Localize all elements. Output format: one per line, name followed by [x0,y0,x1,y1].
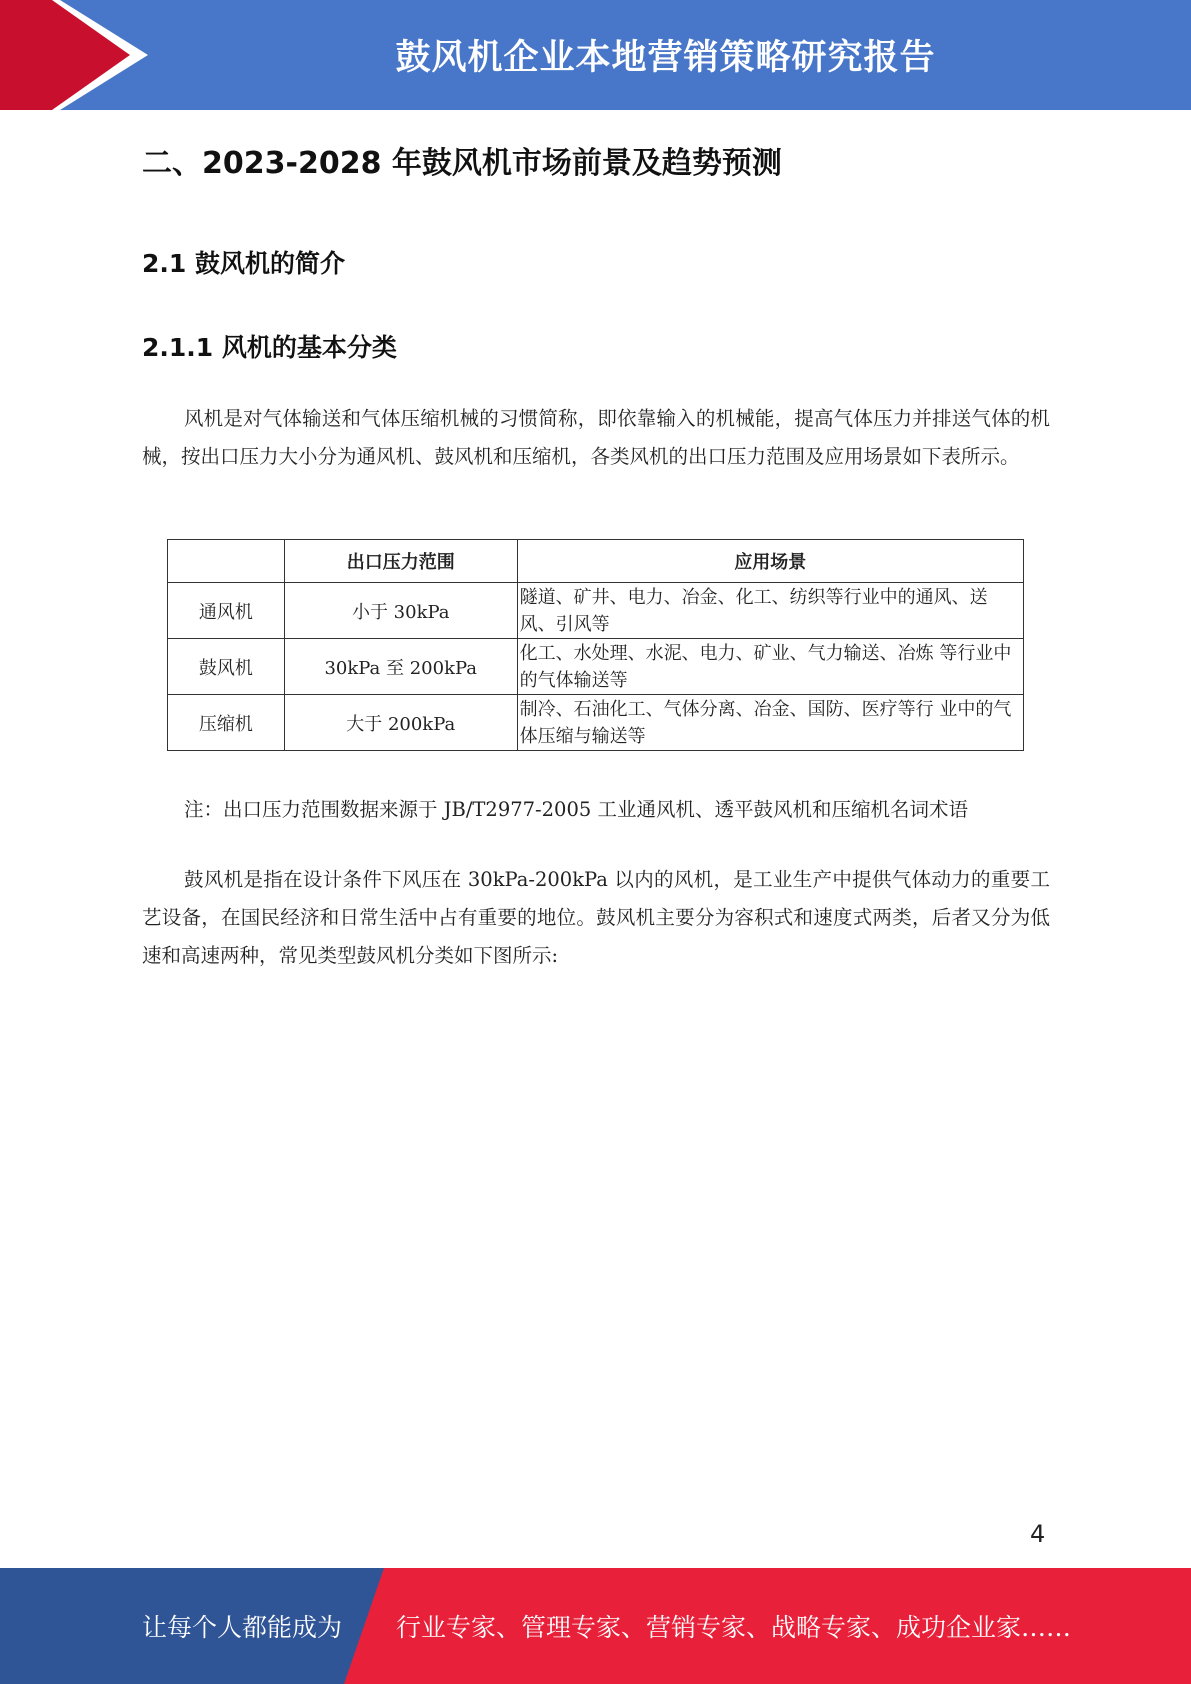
table-row [168,639,1024,695]
fan-type-cell: 压缩机 [168,695,285,751]
table-row [168,695,1024,751]
intro-paragraph: 风机是对气体输送和气体压缩机械的习惯简称，即依靠输入的机械能，提高气体压力并排送气体的机械，按出口压力大小分为通风机、鼓风机和压缩机，各类风机的出口压力范围及应用场景如下表所示。 [142,407,1050,468]
table-header-row [168,540,1024,583]
blower-paragraph: 鼓风机是指在设计条件下风压在 30kPa-200kPa 以内的风机，是工业生产中提供气体动力的重要工艺设备，在国民经济和日常生活中占有重要的地位。鼓风机主要分为容积式和速度式两类，后者又分为低速和高速两种，常见类型鼓风机分类如下图所示: [142,868,1050,967]
subsection-title: 2.1 鼓风机的简介 [142,249,345,278]
report-title: 鼓风机企业本地营销策略研究报告 [395,38,936,78]
footer-slogan-left: 让每个人都能成为 [142,1613,343,1642]
header-arrow-decoration [0,0,160,110]
table-source-note: 注：出口压力范围数据来源于 JB/T2977-2005 工业通风机、透平鼓风机和压缩机名词术语 [184,798,968,821]
usage-cell: 制冷、石油化工、气体分离、冶金、国防、医疗等行 业中的气体压缩与输送等 [517,695,1023,751]
footer-slogan-right: 行业专家、管理专家、营销专家、战略专家、成功企业家…… [396,1613,1072,1642]
usage-cell: 化工、水处理、水泥、电力、矿业、气力输送、冶炼 等行业中的气体输送等 [517,639,1023,695]
subsubsection-title: 2.1.1 风机的基本分类 [142,333,397,362]
table-header-cell [168,540,285,583]
table-header-cell: 出口压力范围 [284,540,517,583]
pressure-range-cell: 30kPa 至 200kPa [284,639,517,695]
usage-cell: 隧道、矿井、电力、冶金、化工、纺织等行业中的通风、送风、引风等 [517,583,1023,639]
pressure-range-cell: 大于 200kPa [284,695,517,751]
table-row [168,583,1024,639]
page-number: 4 [1030,1520,1046,1548]
page-header [0,0,1191,110]
table-header-cell: 应用场景 [517,540,1023,583]
fan-type-cell: 鼓风机 [168,639,285,695]
page-footer [0,1568,1191,1684]
pressure-range-cell: 小于 30kPa [284,583,517,639]
section-title: 二、2023-2028 年鼓风机市场前景及趋势预测 [142,146,782,181]
fan-type-cell: 通风机 [168,583,285,639]
fan-classification-table [167,539,1024,751]
